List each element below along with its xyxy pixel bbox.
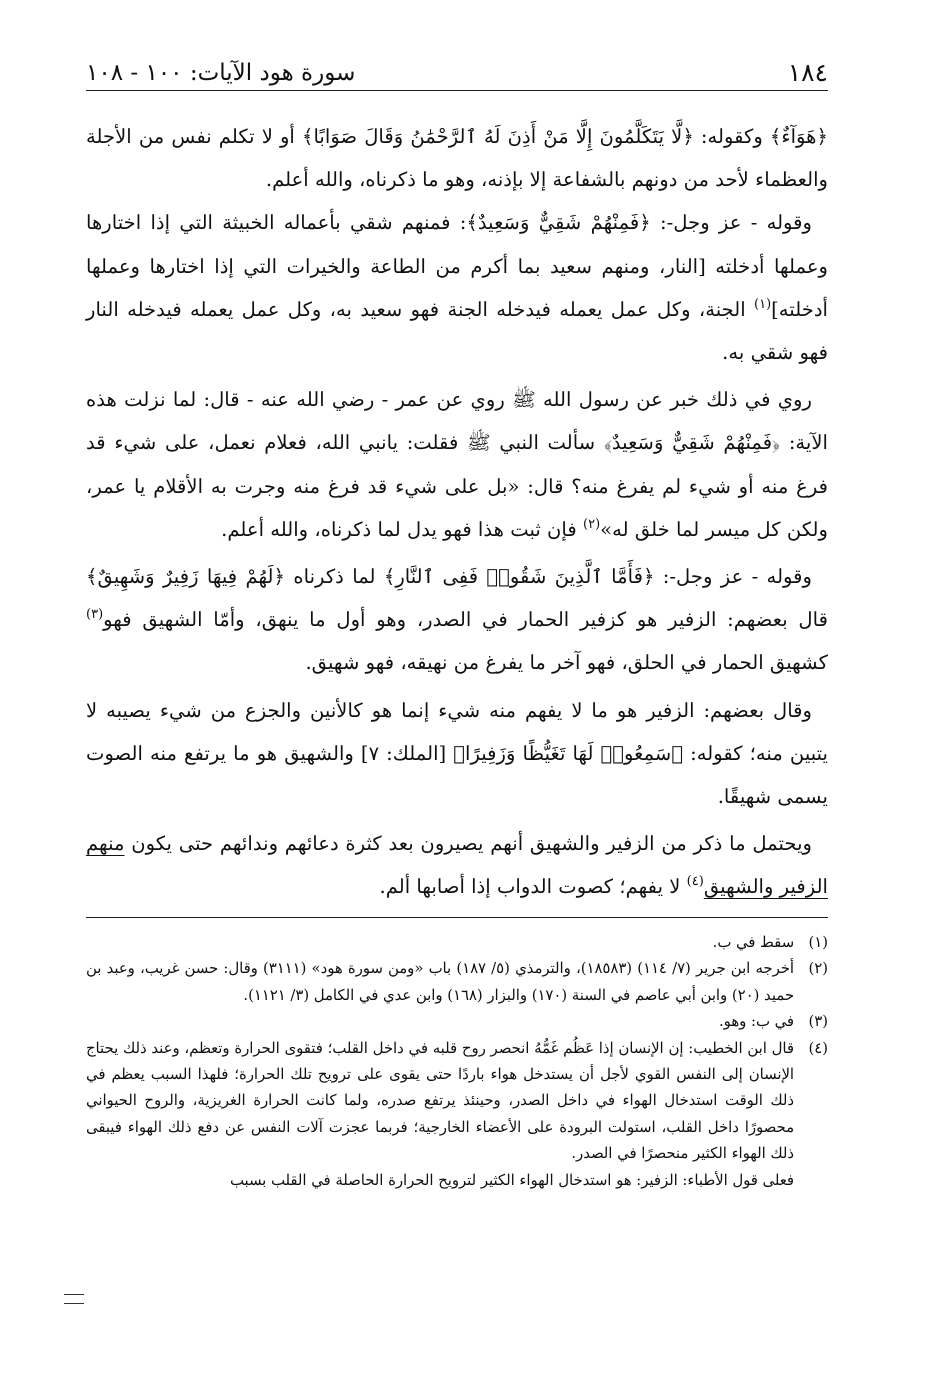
text-span: وقوله - عز وجل-: bbox=[650, 211, 812, 235]
footnote-text: في ب: وهو. bbox=[718, 1013, 794, 1031]
paragraph-1 bbox=[86, 115, 828, 201]
footnote-ref-4[interactable]: (٤) bbox=[686, 874, 704, 890]
running-header bbox=[86, 48, 828, 88]
footnote-number: (٣) bbox=[808, 1013, 828, 1031]
text-span: : فمنهم شقي بأعماله الخبيثة التي إذا اختارها وعملها أدخلته [النار، ومنهم سعيد بما أكرم من الطاعة والخيرات التي إذا اختارها وعملها أدخلته] bbox=[86, 211, 828, 321]
footnote-4 bbox=[86, 1036, 828, 1168]
footnote-4-continuation: فعلى قول الأطباء: الزفير: هو استدخال الهواء الكثير لترويح الحرارة الحاصلة في القلب بسبب bbox=[229, 1171, 794, 1189]
page-number: ١٨٤ bbox=[787, 58, 828, 87]
text-span: فإن ثبت هذا فهو يدل لما ذكرناه، والله أعلم. bbox=[221, 517, 583, 541]
text-span: ويحتمل ما ذكر من الزفير والشهيق أنهم يصيرون بعد كثرة دعائهم وندائهم حتى يكون bbox=[124, 832, 812, 856]
underlined-phrase: منهم الزفير والشهيق bbox=[86, 832, 828, 899]
header-rule bbox=[86, 90, 828, 91]
text-span: الجنة، وكل عمل يعمله فيدخله الجنة فهو سعيد به، وكل عمل يعمله فيدخله النار فهو شقي به. bbox=[86, 297, 828, 365]
paragraph-4 bbox=[86, 555, 828, 685]
quran-verse: ﴿فَمِنْهُمْ شَقِيٌّ وَسَعِيدٌ﴾ bbox=[603, 431, 781, 455]
paragraph-6 bbox=[86, 822, 828, 908]
quran-verse: ﴿سَمِعُوا۟ لَهَا تَغَيُّظًا وَزَفِيرًا﴾ bbox=[453, 741, 684, 765]
text-span: وكقوله: bbox=[693, 125, 770, 148]
footnote-3 bbox=[86, 1009, 828, 1035]
paragraph-2 bbox=[86, 201, 828, 374]
footnote-ref-3[interactable]: (٣) bbox=[86, 607, 104, 623]
running-title: سورة هود الآيات: ١٠٠ - ١٠٨ bbox=[86, 60, 356, 86]
footnote-ref-1[interactable]: (١) bbox=[754, 296, 772, 312]
quran-verse: ﴿لَهُمْ فِيهَا زَفِيرٌ وَشَهِيقٌ﴾ bbox=[86, 565, 286, 589]
footnotes-rule bbox=[86, 917, 828, 918]
text-span: أو لا تكلم نفس من الأجلة والعظماء لأحد من دونهم بالشفاعة إلا بإذنه، وهو ما ذكرناه، والله أعلم. bbox=[86, 125, 828, 192]
text-span: وقوله - عز وجل-: bbox=[654, 565, 812, 589]
paragraph-5 bbox=[86, 689, 828, 819]
text-span: كشهيق الحمار في الحلق، فهو آخر ما يفرغ من نهيقه، فهو شهيق. bbox=[305, 651, 828, 675]
footnote-text: أخرجه ابن جرير (٧/ ١١٤) (١٨٥٨٣)، والترمذي (٥/ ١٨٧) باب «ومن سورة هود» (٣١١١) وقال: حسن غريب، وعبد بن حميد (٢٠) وابن أبي عاصم في السنة (١٧٠) والبزار (١٦٨) وابن عدي في الكامل (٣/ ١١٢١). bbox=[86, 960, 795, 1004]
text-span: سألت النبي ﷺ فقلت: يانبي الله، فعلام نعمل، على شيء قد فرغ منه أو شيء لم يفرغ منه؟ قال: «بل على شيء قد فرغ منه وجرت به الأقلام يا عمر، ولكن كل ميسر لما خلق له» bbox=[86, 431, 828, 541]
footnote-1 bbox=[86, 930, 828, 956]
quran-verse: ﴿فَمِنْهُمْ شَقِيٌّ وَسَعِيدٌ﴾ bbox=[466, 211, 651, 235]
footnote-text: سقط في ب. bbox=[712, 934, 794, 951]
text-span: قال بعضهم: الزفير هو كزفير الحمار في الصدر، وهو أول ما ينهق، وأمّا الشهيق فهو bbox=[103, 608, 828, 632]
footnote-number: (٢) bbox=[808, 960, 828, 978]
paragraph-3 bbox=[86, 378, 828, 551]
text-span: لما ذكرناه bbox=[285, 565, 384, 589]
footnote-number: (١) bbox=[808, 934, 828, 951]
quran-verse: ﴿هَوَآءٌ﴾ bbox=[769, 125, 828, 148]
continuation-mark bbox=[64, 1294, 84, 1304]
text-span: لا يفهم؛ كصوت الدواب إذا أصابها ألم. bbox=[379, 875, 687, 899]
footnote-number: (٤) bbox=[808, 1039, 828, 1057]
footnote-2 bbox=[86, 956, 828, 1009]
footnote-text: قال ابن الخطيب: إن الإنسان إذا عَظُم غَمُّهُ انحصر روح قلبه في داخل القلب؛ فتقوى الحرارة وتعظم، وعند ذلك يحتاج الإنسان إلى النفس القوي لأجل أن يستدخل هواء باردًا حتى يقوى على ترويح تلك الحرارة؛ فلهذا السبب يعظم في ذلك الوقت استدخال الهواء في داخل الصدر، وحينئذ يرتفع صدره، ولما كانت الحرارة الغريزية، والروح الحيواني محصورًا داخل القلب، استولت البرودة على الأعضاء الخارجية؛ فربما عجزت آلات النفس عن دفع ذلك الهواء فيبقى ذلك الهواء الكثير منحصرًا في الصدر. bbox=[86, 1039, 794, 1163]
quran-verse: ﴿فَأَمَّا ٱلَّذِينَ شَقُوا۟ فَفِى ٱلنَّارِ﴾ bbox=[383, 565, 655, 589]
quran-verse: ﴿لَّا يَتَكَلَّمُونَ إِلَّا مَنْ أَذِنَ لَهُ ٱلرَّحْمَٰنُ وَقَالَ صَوَابًا﴾ bbox=[301, 125, 694, 148]
footnotes bbox=[86, 930, 828, 1194]
text-span: روي في ذلك خبر عن رسول الله ﷺ روي عن عمر - رضي الله عنه - قال: لما نزلت هذه الآية: bbox=[86, 388, 829, 455]
main-text bbox=[86, 115, 828, 909]
footnote-ref-2[interactable]: (٢) bbox=[583, 516, 601, 532]
text-span: وقال بعضهم: الزفير هو ما لا يفهم منه شيء إنما هو كالأنين والجزع من شيء يصيبه لا يتبين منه؛ كقوله: bbox=[86, 698, 829, 765]
text-span: [الملك: ٧] والشهيق هو ما يرتفع منه الصوت يسمى شهيقًا. bbox=[86, 741, 828, 809]
